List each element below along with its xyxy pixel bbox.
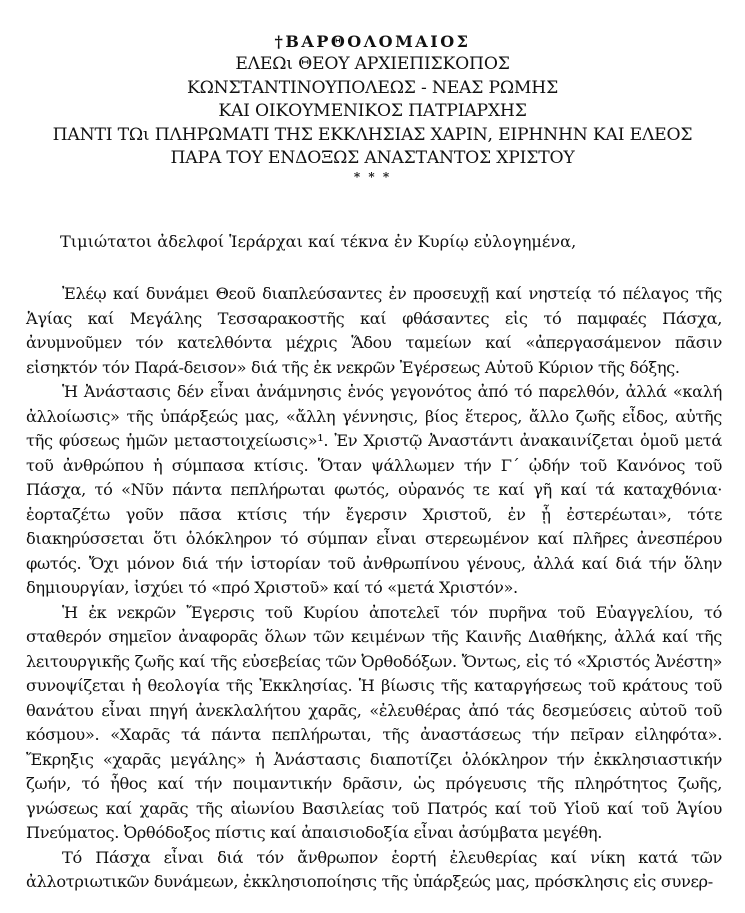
header-line-5: ΠΑΡΑ ΤΟΥ ΕΝΔΟΞΩΣ ΑΝΑΣΤΑΝΤΟΣ ΧΡΙΣΤΟΥ: [170, 148, 575, 169]
letter-header: [0, 30, 745, 184]
paragraph: Ἡ ἐκ νεκρῶν Ἔγερσις τοῦ Κυρίου ἀποτελεῖ τόν πυρῆνα τοῦ Εὐαγγελίου, τό σταθερόν σημεῖον ἀναφορᾶς ὅλων τῶν κειμένων τῆς Καινῆς Διαθήκης, ἀλλά καί τῆς λειτουργικῆς ζωῆς καί τῆς εὐσεβείας τῶν Ὀρθοδόξων. Ὄντως, εἰς τό «Χριστός Ἀνέστη» συνοψίζεται ἡ θεολογία τῆς Ἐκκλησίας. Ἡ βίωσις τῆς καταργήσεως τοῦ κράτους τοῦ θανάτου εἶναι πηγή ἀνεκλαλήτου χαρᾶς, «ἐλευθέρας ἀπό τάς δεσμεύσεις αὐτοῦ τοῦ κόσμου». «Χαρᾶς τά πάντα πεπλήρωται, τῆς ἀναστάσεως τήν πεῖραν εἰληφότα». Ἔκρηξις «χαρᾶς μεγάλης» ἡ Ἀνάστασις διαποτίζει ὁλόκληρον τήν ἐκκλησιαστικήν ζωήν, τό ἦθος καί τήν ποιμαντικήν δρᾶσιν, ὡς πρόγευσις τῆς πληρότητος ζωῆς, γνώσεως καί χαρᾶς τῆς αἰωνίου Βασιλείας τοῦ Πατρός καί τοῦ Υἱοῦ καί τοῦ Ἁγίου Πνεύματος. Ὀρθόδοξος πίστις καί ἀπαισιοδοξία εἶναι ἀσύμβατα μεγέθη.: [26, 602, 722, 842]
paragraph: Ἐλέῳ καί δυνάμει Θεοῦ διαπλεύσαντες ἐν προσευχῇ καί νηστείᾳ τό πέλαγος τῆς Ἁγίας καί Μεγάλης Τεσσαρακοστῆς καί φθάσαντες εἰς τό παμφαές Πάσχα, ἀνυμνοῦμεν τόν κατελθόντα μέχρις Ἅδου ταμείων καί «ἀπεργασάμενον πᾶσιν εἰσηκτόν τόν Παρά-δεισον» διά τῆς ἐκ νεκρῶν Ἐγέρσεως Αὐτοῦ Κύριον τῆς δόξης.: [26, 284, 722, 377]
header-line-4: ΠΑΝΤΙ ΤΩι ΠΛΗΡΩΜΑΤΙ ΤΗΣ ΕΚΚΛΗΣΙΑΣ ΧΑΡΙΝ, ΕΙΡΗΝΗΝ ΚΑΙ ΕΛΕΟΣ: [52, 124, 693, 145]
patriarch-signature: †ΒΑΡΘΟΛΟΜΑΙΟΣ: [274, 32, 471, 51]
letter-body: [26, 282, 722, 895]
header-separator: * * *: [353, 170, 392, 185]
header-line-3: ΚΑΙ ΟΙΚΟΥΜΕΝΙΚΟΣ ΠΑΤΡΙΑΡΧΗΣ: [218, 101, 527, 122]
salutation: Τιμιώτατοι ἀδελφοί Ἱεράρχαι καί τέκνα ἐν Κυρίῳ εὐλογημένα,: [60, 232, 577, 251]
header-line-1: ΕΛΕΩι ΘΕΟΥ ΑΡΧΙΕΠΙΣΚΟΠΟΣ: [235, 54, 510, 75]
paragraph: Ἡ Ἀνάστασις δέν εἶναι ἀνάμνησις ἑνός γεγονότος ἀπό τό παρελθόν, ἀλλά «καλή ἀλλοίωσις» τῆς ὑπάρξεώς μας, «ἄλλη γέννησις, βίος ἕτερος, ἄλλο ζωῆς εἶδος, αὐτῆς τῆς φύσεως ἡμῶν μεταστοιχείωσις»¹. Ἐν Χριστῷ Ἀναστάντι ἀνακαινίζεται ὁμοῦ μετά τοῦ ἀνθρώπου ἡ σύμπασα κτίσις. Ὅταν ψάλλωμεν τήν Γ´ ᾠδήν τοῦ Κανόνος τοῦ Πάσχα, τό «Νῦν πάντα πεπλήρωται φωτός, οὐρανός τε καί γῆ καί τά καταχθόνια· ἑορταζέτω γοῦν πᾶσα κτίσις τήν ἔγερσιν Χριστοῦ, ἐν ᾗ ἐστερέωται», τότε διακηρύσσεται ὅτι ὁλόκληρον τό σύμπαν εἶναι στερεωμένον καί πλῆρες ἀνεσπέρου φωτός. Ὄχι μόνον διά τήν ἱστορίαν τοῦ ἀνθρωπίνου γένους, ἀλλά καί διά τήν ὅλην δημιουργίαν, ἰσχύει τό «πρό Χριστοῦ» καί τό «μετά Χριστόν».: [26, 382, 722, 597]
header-line-2: ΚΩΝΣΤΑΝΤΙΝΟΥΠΟΛΕΩΣ - ΝΕΑΣ ΡΩΜΗΣ: [186, 77, 559, 98]
paragraph: Τό Πάσχα εἶναι διά τόν ἄνθρωπον ἑορτή ἐλευθερίας καί νίκη κατά τῶν ἀλλοτριωτικῶν δυνάμεων, ἐκκλησιοποίησις τῆς ὑπάρξεώς μας, πρόσκλησις εἰς συνερ-: [26, 847, 722, 891]
